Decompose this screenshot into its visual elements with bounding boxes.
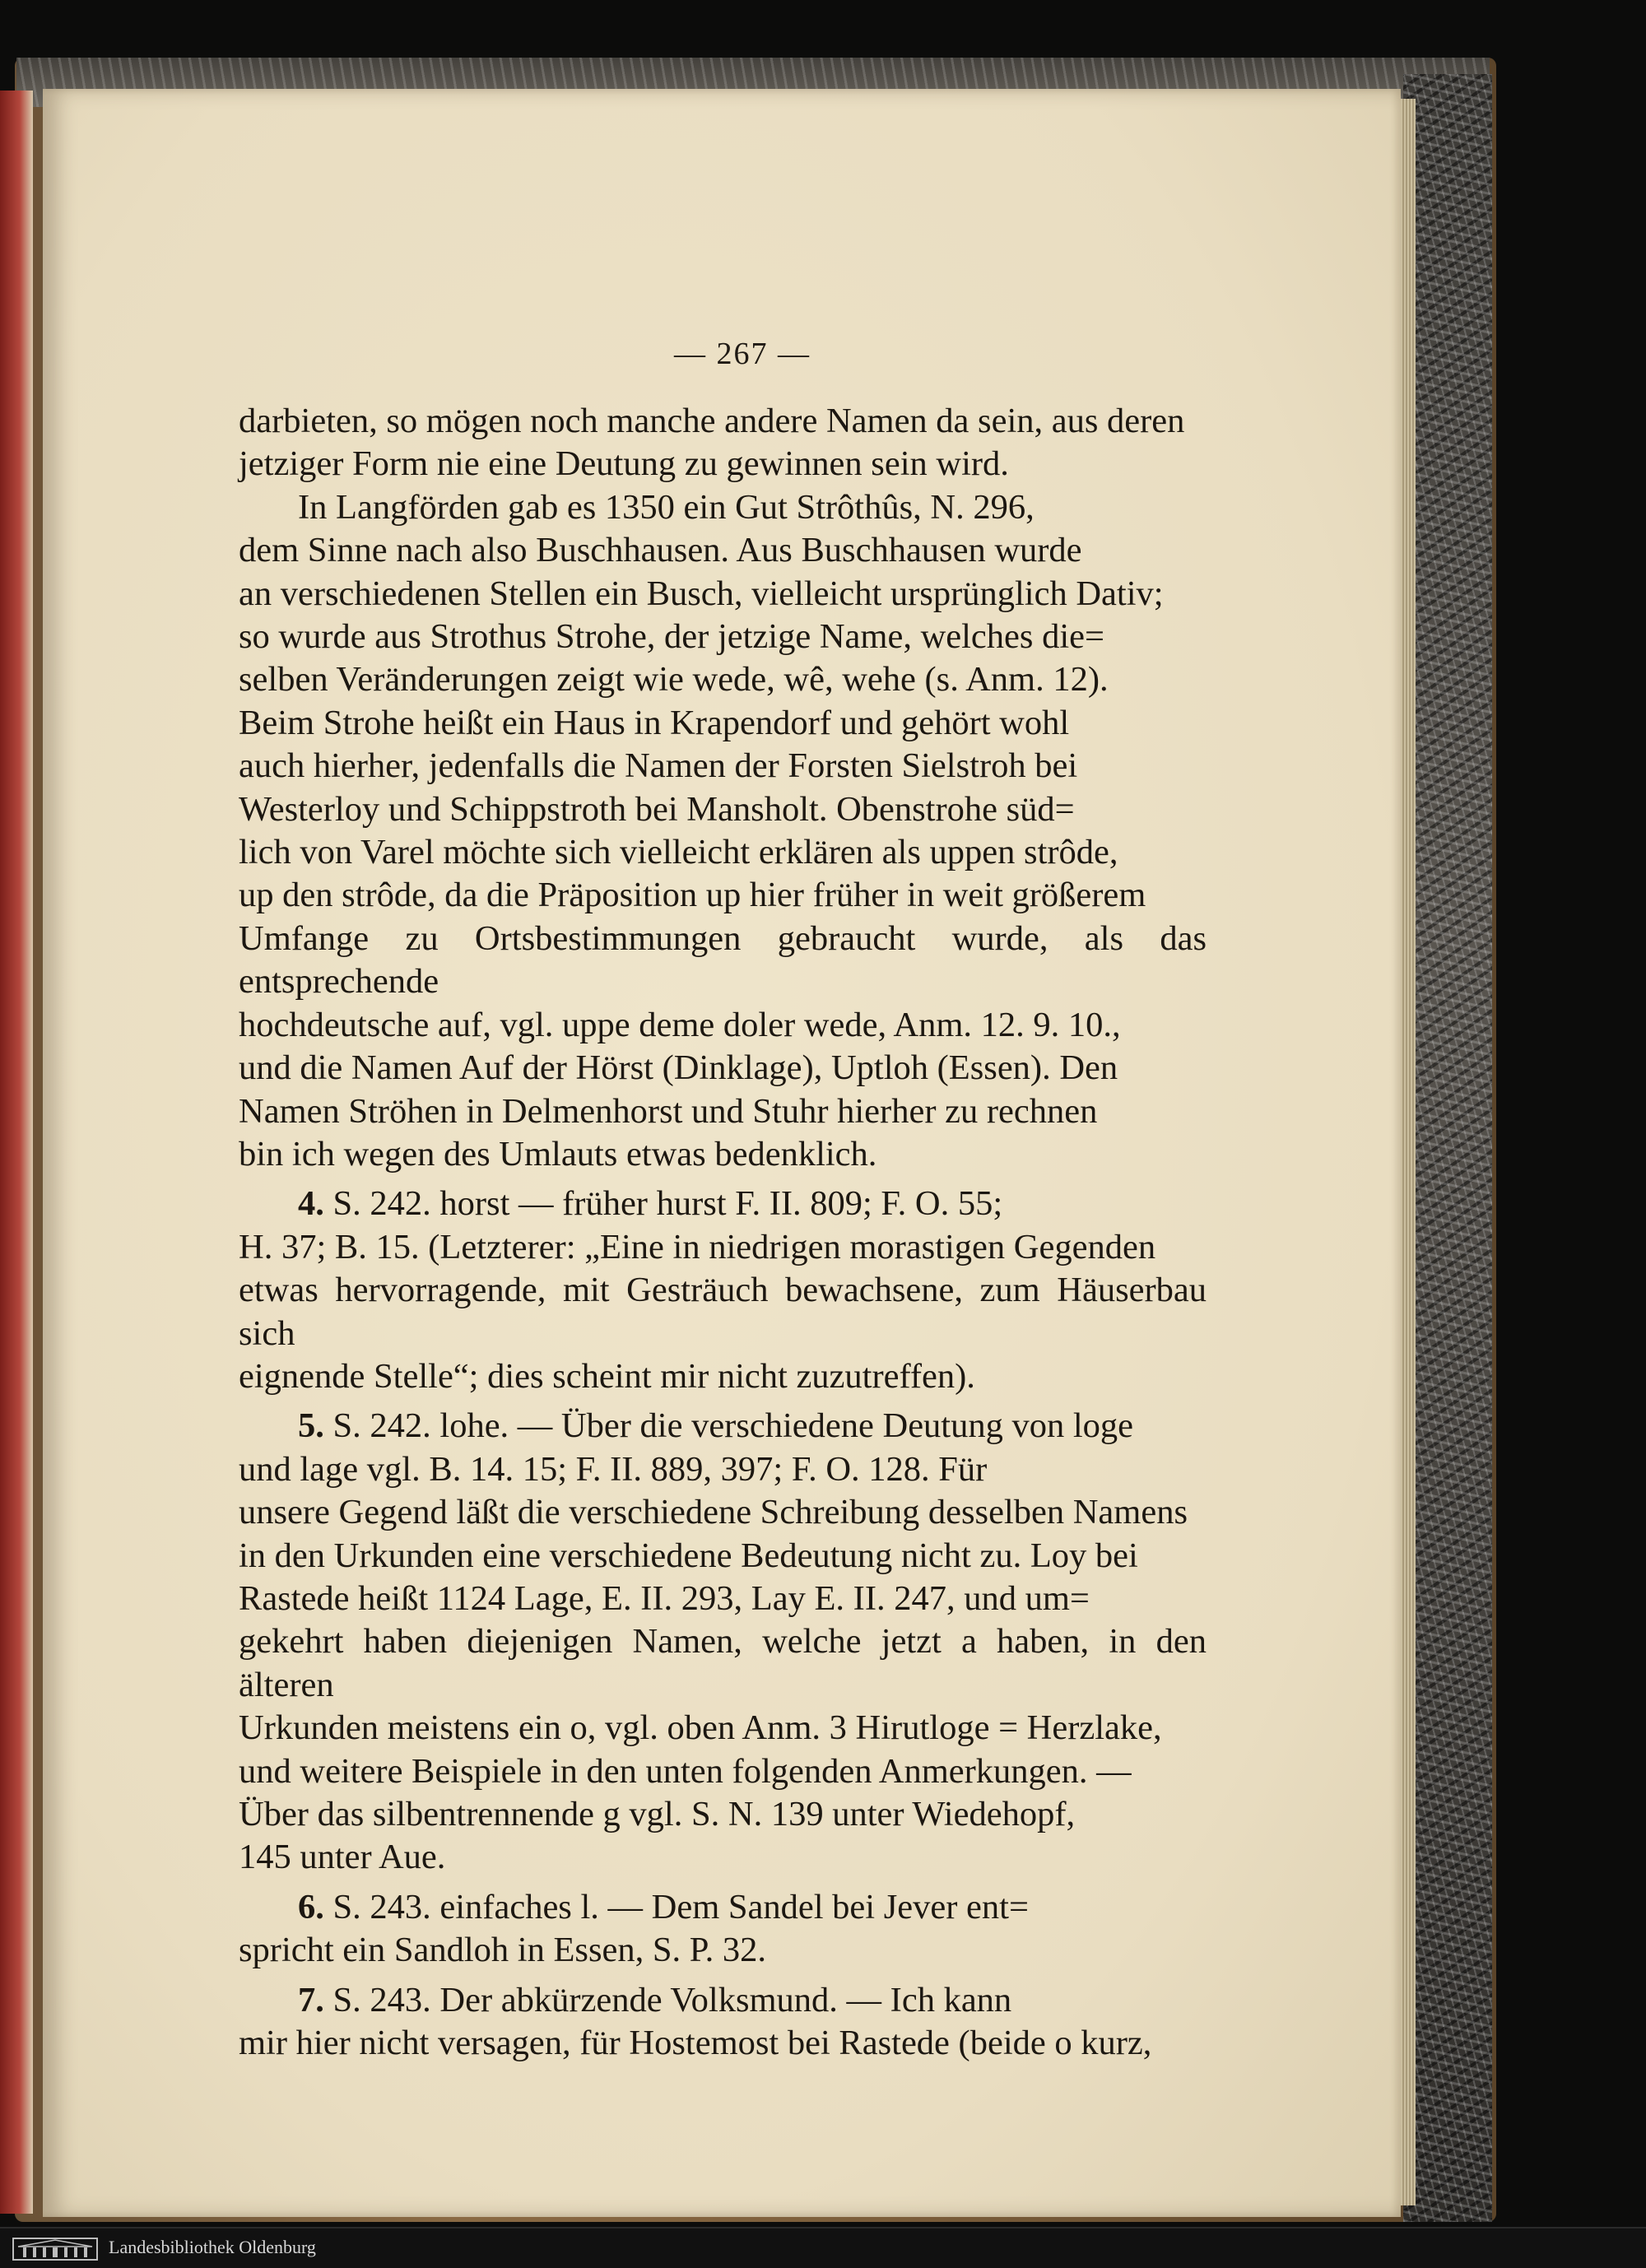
text-line: hochdeutsche auf, vgl. uppe deme doler wede, Anm. 12. 9. 10., <box>239 1005 1121 1044</box>
library-building-icon <box>12 2235 99 2263</box>
text-line: jetziger Form nie eine Deutung zu gewinnen sein wird. <box>239 444 1009 484</box>
text-line: Namen Ströhen in Delmenhorst und Stuhr hierher zu rechnen <box>239 1091 1098 1131</box>
text-line: H. 37; B. 15. (Letzterer: „Eine in niedrigen morastigen Gegenden <box>239 1227 1156 1266</box>
note-7 <box>239 1979 1207 2066</box>
text-line: an verschiedenen Stellen ein Busch, vielleicht ursprünglich Dativ; <box>239 574 1164 613</box>
note-4 <box>239 1183 1207 1398</box>
text-line: und lage vgl. B. 14. 15; F. II. 889, 397; F. O. 128. Für <box>239 1449 988 1489</box>
text-line: so wurde aus Strothus Strohe, der jetzige Name, welches die= <box>239 617 1104 657</box>
text-line: eignende Stelle“; dies scheint mir nicht zuzutreffen). <box>239 1356 975 1396</box>
left-page-edge <box>0 91 33 2214</box>
text-line: S. 242. horst — früher hurst F. II. 809; F. O. 55; <box>332 1184 1003 1224</box>
library-name: Landesbibliothek Oldenburg <box>109 2237 316 2257</box>
text-line: etwas hervorragende, mit Gesträuch bewachsene, zum Häuserbau sich <box>239 1271 1207 1353</box>
text-line: und weitere Beispiele in den unten folgenden Anmerkungen. — <box>239 1751 1132 1791</box>
library-footer <box>0 2227 1646 2268</box>
page-number: — 267 — <box>674 337 811 371</box>
note-number: 5. <box>298 1406 324 1446</box>
text-line: bin ich wegen des Umlauts etwas bedenklich. <box>239 1134 877 1174</box>
text-line: dem Sinne nach also Buschhausen. Aus Buschhausen wurde <box>239 531 1082 570</box>
paragraph-continued <box>239 400 1207 486</box>
text-line: Rastede heißt 1124 Lage, E. II. 293, Lay E. II. 247, und um= <box>239 1578 1090 1618</box>
page-text-body <box>239 400 1207 2065</box>
text-line: unsere Gegend läßt die verschiedene Schreibung desselben Namens <box>239 1493 1188 1532</box>
text-line: spricht ein Sandloh in Essen, S. P. 32. <box>239 1931 767 1970</box>
note-5 <box>239 1405 1207 1879</box>
text-line: 145 unter Aue. <box>239 1838 446 1877</box>
note-6 <box>239 1886 1207 1973</box>
text-line: S. 243. einfaches l. — Dem Sandel bei Jever ent= <box>332 1887 1029 1926</box>
note-number: 7. <box>298 1980 324 2019</box>
text-line: Umfange zu Ortsbestimmungen gebraucht wurde, als das entsprechende <box>239 918 1207 1002</box>
text-line: S. 242. lohe. — Über die verschiedene Deutung von loge <box>332 1406 1134 1446</box>
note-number: 6. <box>298 1887 324 1926</box>
text-line: lich von Varel möchte sich vielleicht erklären als uppen strôde, <box>239 833 1118 872</box>
note-number: 4. <box>298 1184 324 1224</box>
text-line: gekehrt haben diejenigen Namen, welche jetzt a haben, in den älteren <box>239 1622 1207 1704</box>
text-line: mir hier nicht versagen, für Hostemost bei Rastede (beide o kurz, <box>239 2024 1152 2063</box>
marbled-fore-edge <box>1403 74 1492 2222</box>
text-line: Beim Strohe heißt ein Haus in Krapendorf und gehört wohl <box>239 703 1070 742</box>
book-page <box>43 89 1401 2217</box>
paragraph-langfoerden <box>239 486 1207 1177</box>
text-line: selben Veränderungen zeigt wie wede, wê, wehe (s. Anm. 12). <box>239 660 1109 699</box>
text-line: auch hierher, jedenfalls die Namen der Forsten Sielstroh bei <box>239 746 1078 786</box>
text-line: darbieten, so mögen noch manche andere Namen da sein, aus deren <box>239 402 1185 440</box>
text-line: up den strôde, da die Präposition up hier früher in weit größerem <box>239 876 1146 915</box>
text-line: Urkunden meistens ein o, vgl. oben Anm. 3 Hirutloge = Herzlake, <box>239 1708 1162 1748</box>
text-line: und die Namen Auf der Hörst (Dinklage), Uptloh (Essen). Den <box>239 1048 1118 1088</box>
text-line: S. 243. Der abkürzende Volksmund. — Ich kann <box>332 1980 1012 2019</box>
text-line: Westerloy und Schippstroth bei Mansholt. Obenstrohe süd= <box>239 789 1075 829</box>
text-line: In Langförden gab es 1350 ein Gut Strôthûs, N. 296, <box>298 487 1035 527</box>
text-line: Über das silbentrennende g vgl. S. N. 139 unter Wiedehopf, <box>239 1795 1076 1833</box>
text-line: in den Urkunden eine verschiedene Bedeutung nicht zu. Loy bei <box>239 1536 1138 1575</box>
